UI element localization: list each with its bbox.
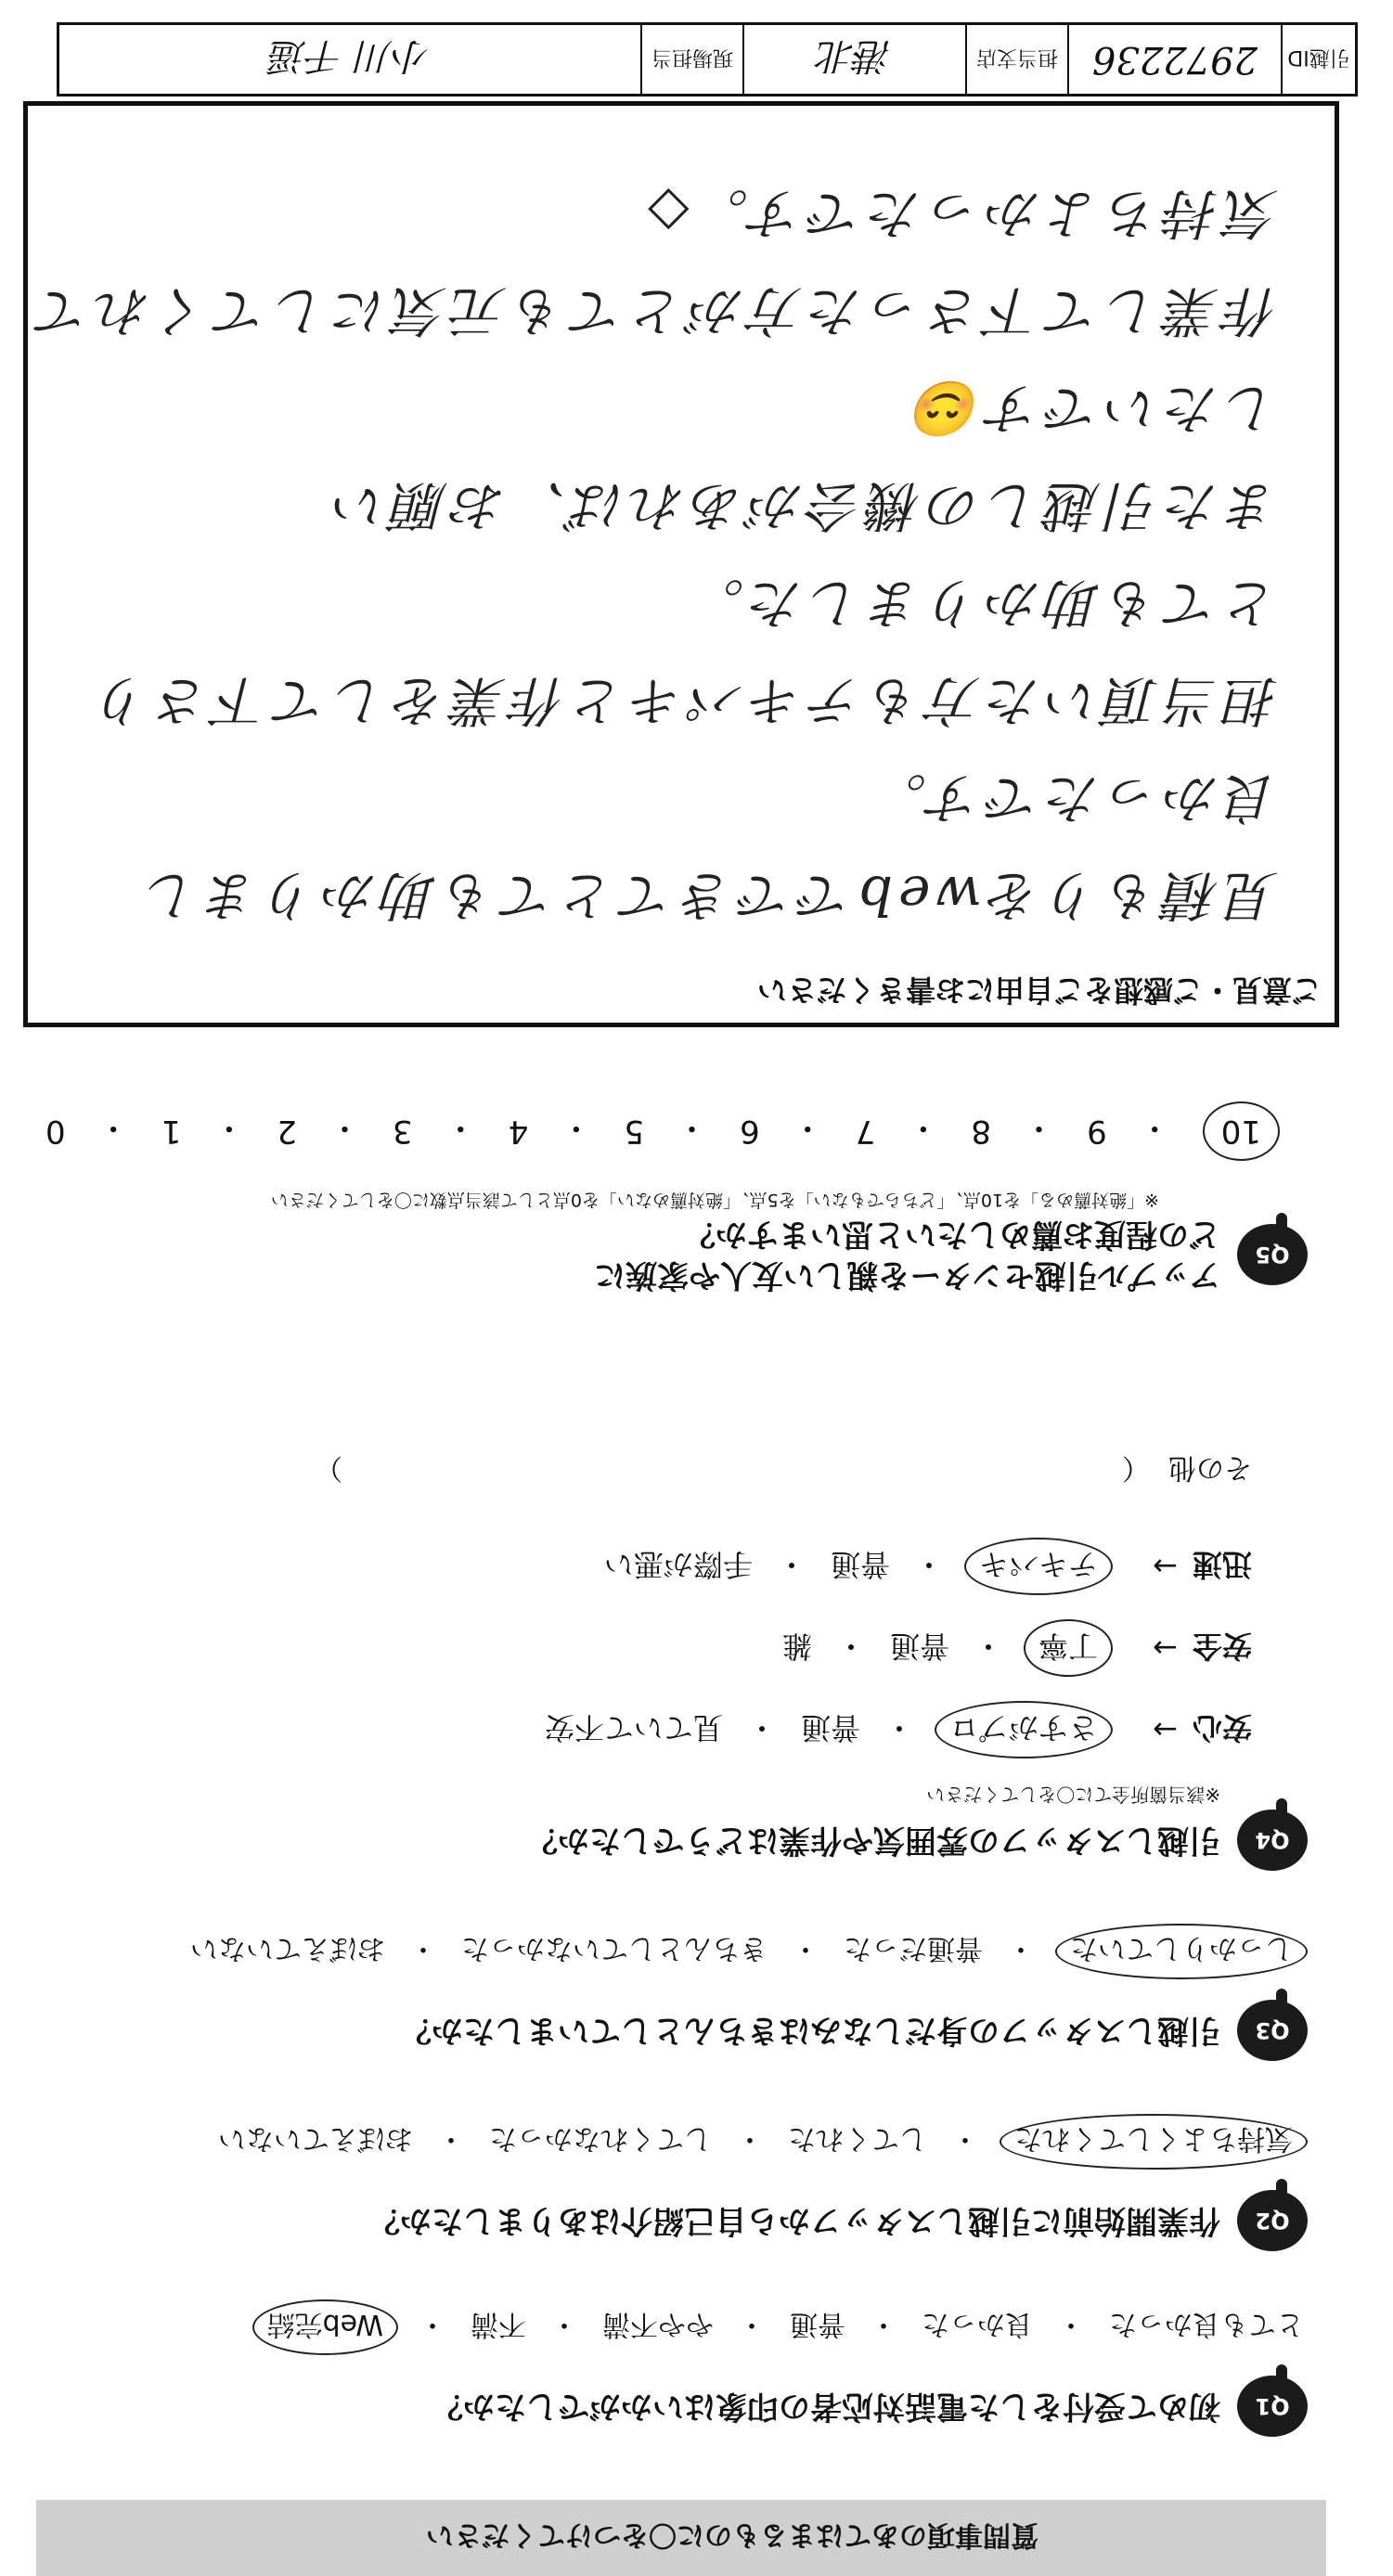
comment-line: 見積もりをwebでできてとても助かりまし — [139, 864, 1279, 927]
comment-line: 担当頂いた方もテキパキと作業をして下さり — [90, 669, 1279, 732]
q2-badge-icon: Q2 — [1237, 2190, 1308, 2251]
header-banner: 質問事項のあてはまるものに〇をつけてください — [36, 2500, 1326, 2576]
free-comment-box[interactable] — [23, 101, 1339, 1027]
q4-row-anzen: 安全 → 丁寧 ・ 普通 ・ 雑 — [101, 1619, 1252, 1677]
q3-text: 引越しスタッフの身だしなみはきちんとしていましたか？ — [400, 2012, 1220, 2049]
q1-option[interactable]: 普通 — [790, 2308, 845, 2340]
id-table — [57, 22, 1358, 97]
q4-option[interactable]: 普通 — [800, 1710, 860, 1745]
scale-option-selected[interactable]: 10 — [1203, 1101, 1280, 1161]
q4-other — [101, 1450, 1252, 1491]
q5-text-line1: アップル引越センターを親しい友人や家族に — [594, 1256, 1220, 1294]
q5-scale: 10 ・ 9 ・ 8 ・ 7 ・ 6 ・ 5 ・ 4 ・ 3 ・ 2 ・ 1 ・ 0 — [45, 1101, 1280, 1161]
comment-line: 気持ちよかったです。◇ — [642, 182, 1279, 245]
q4-option[interactable]: 雑 — [781, 1629, 812, 1664]
q3-options: しっかりしていた ・ 普通だった ・ きちんとしていなかった ・ おぼえていない — [101, 1924, 1308, 1979]
q1-option[interactable]: とても良かった — [1109, 2308, 1304, 2340]
q1-options: とても良かった ・ 良かった ・ 普通 ・ やや不満 ・ 不満 ・ Web完結 — [101, 2299, 1308, 2355]
q2-option[interactable]: してくれなかった — [489, 2122, 712, 2155]
q4-option[interactable]: 見ていて不安 — [544, 1710, 723, 1745]
comment-line: また引越しの機会があれば、お願い — [328, 474, 1279, 537]
q3-option[interactable]: 普通だった — [844, 1932, 983, 1964]
scale-option[interactable]: 2 — [277, 1113, 297, 1150]
scale-option[interactable]: 7 — [855, 1113, 876, 1150]
q4-note: ※該当箇所全てに〇をしてください — [926, 1784, 1220, 1806]
q3-option[interactable]: おぼえていない — [190, 1932, 385, 1964]
q4-row-jinsoku: 迅速 → テキパキ ・ 普通 ・ 手際が悪い — [101, 1538, 1252, 1595]
question-q3 — [101, 1924, 1308, 2061]
q3-badge-icon: Q3 — [1237, 2000, 1308, 2061]
branch-label: 担当支店 — [965, 25, 1067, 94]
q4-option[interactable]: 普通 — [830, 1547, 890, 1582]
q4-row-label: 安全 — [1192, 1629, 1252, 1664]
staff-label: 現場担当 — [640, 25, 742, 94]
arrow-right-icon: → — [1153, 1712, 1178, 1747]
q5-badge-icon: Q5 — [1237, 1224, 1308, 1285]
branch-value: 港北 — [742, 25, 965, 94]
q3-option[interactable]: きちんとしていなかった — [461, 1932, 767, 1964]
q4-option[interactable]: 手際が悪い — [603, 1547, 753, 1582]
comment-line: とても助かりました。 — [684, 572, 1279, 635]
scale-option[interactable]: 8 — [971, 1113, 992, 1150]
q4-other-label: その他 — [1168, 1451, 1252, 1484]
q1-option[interactable]: 良かった — [922, 2308, 1033, 2340]
q4-text: 引越しスタッフの雰囲気や作業はどうでしたか？ — [526, 1822, 1220, 1859]
question-q2 — [101, 2114, 1308, 2251]
arrow-right-icon: → — [1153, 1630, 1178, 1666]
id-value: 2972236 — [1067, 25, 1281, 94]
q2-option[interactable]: おぼえていない — [218, 2122, 413, 2155]
q2-option-selected[interactable]: 気持ちよくしてくれた — [1000, 2114, 1308, 2170]
q4-badge-icon: Q4 — [1237, 1810, 1308, 1871]
q1-option[interactable]: やや不満 — [602, 2308, 714, 2340]
q1-option[interactable]: 不満 — [471, 2308, 526, 2340]
q5-text-line2: どの程度お薦めしたいと思いますか？ — [684, 1216, 1220, 1253]
free-comment-title: ご意見・ご感想をご自由にお書きください — [756, 972, 1322, 1008]
q1-text: 初めて受付をした電話対応者の印象はいかがでしたか？ — [432, 2388, 1220, 2425]
comment-line: したいです😊 — [909, 377, 1279, 440]
q4-other-close: ） — [315, 1451, 342, 1484]
q4-row-label: 迅速 — [1192, 1547, 1252, 1582]
q4-row-label: 安心 — [1192, 1710, 1252, 1745]
q4-row-anshin: 安心 → さすがプロ ・ 普通 ・ 見ていて不安 — [101, 1701, 1252, 1758]
q4-other-open[interactable]: （ — [1122, 1451, 1150, 1484]
scale-option[interactable]: 5 — [624, 1113, 645, 1150]
staff-value: 小川 千遥 — [269, 34, 431, 78]
q4-option-selected[interactable]: 丁寧 — [1024, 1619, 1113, 1677]
q4-option-selected[interactable]: さすがプロ — [935, 1701, 1113, 1758]
comment-line: 作業して下さった方がとても元気にしてくれて — [31, 279, 1279, 342]
comment-line: 良かったです。 — [867, 766, 1279, 830]
q5-note: ※「絶対薦める」を10点、「どちらでもない」を5点、「絶対薦めない」を0点として該当点数に〇をしてください — [270, 1190, 1159, 1210]
question-q1 — [101, 2299, 1308, 2437]
scale-option[interactable]: 6 — [740, 1113, 760, 1150]
scale-option[interactable]: 0 — [45, 1113, 66, 1150]
q1-option-selected[interactable]: Web完結 — [252, 2299, 398, 2355]
q1-badge-icon: Q1 — [1237, 2376, 1308, 2437]
scale-option[interactable]: 3 — [393, 1113, 413, 1150]
q2-option[interactable]: してくれた — [788, 2122, 927, 2155]
scale-option[interactable]: 4 — [508, 1113, 529, 1150]
id-label: 引越ID — [1281, 25, 1355, 94]
question-q5 — [45, 1101, 1308, 1295]
scale-option[interactable]: 1 — [161, 1113, 182, 1150]
q4-option-selected[interactable]: テキパキ — [964, 1538, 1113, 1595]
arrow-right-icon: → — [1153, 1549, 1178, 1584]
question-q4 — [101, 1450, 1308, 1871]
q2-text: 作業開始前に引越しスタッフから自己紹介はありましたか？ — [368, 2202, 1220, 2239]
scale-option[interactable]: 9 — [1087, 1113, 1107, 1150]
q2-options: 気持ちよくしてくれた ・ してくれた ・ してくれなかった ・ おぼえていない — [101, 2114, 1308, 2170]
q3-option-selected[interactable]: しっかりしていた — [1055, 1924, 1308, 1979]
q4-option[interactable]: 普通 — [889, 1629, 949, 1664]
